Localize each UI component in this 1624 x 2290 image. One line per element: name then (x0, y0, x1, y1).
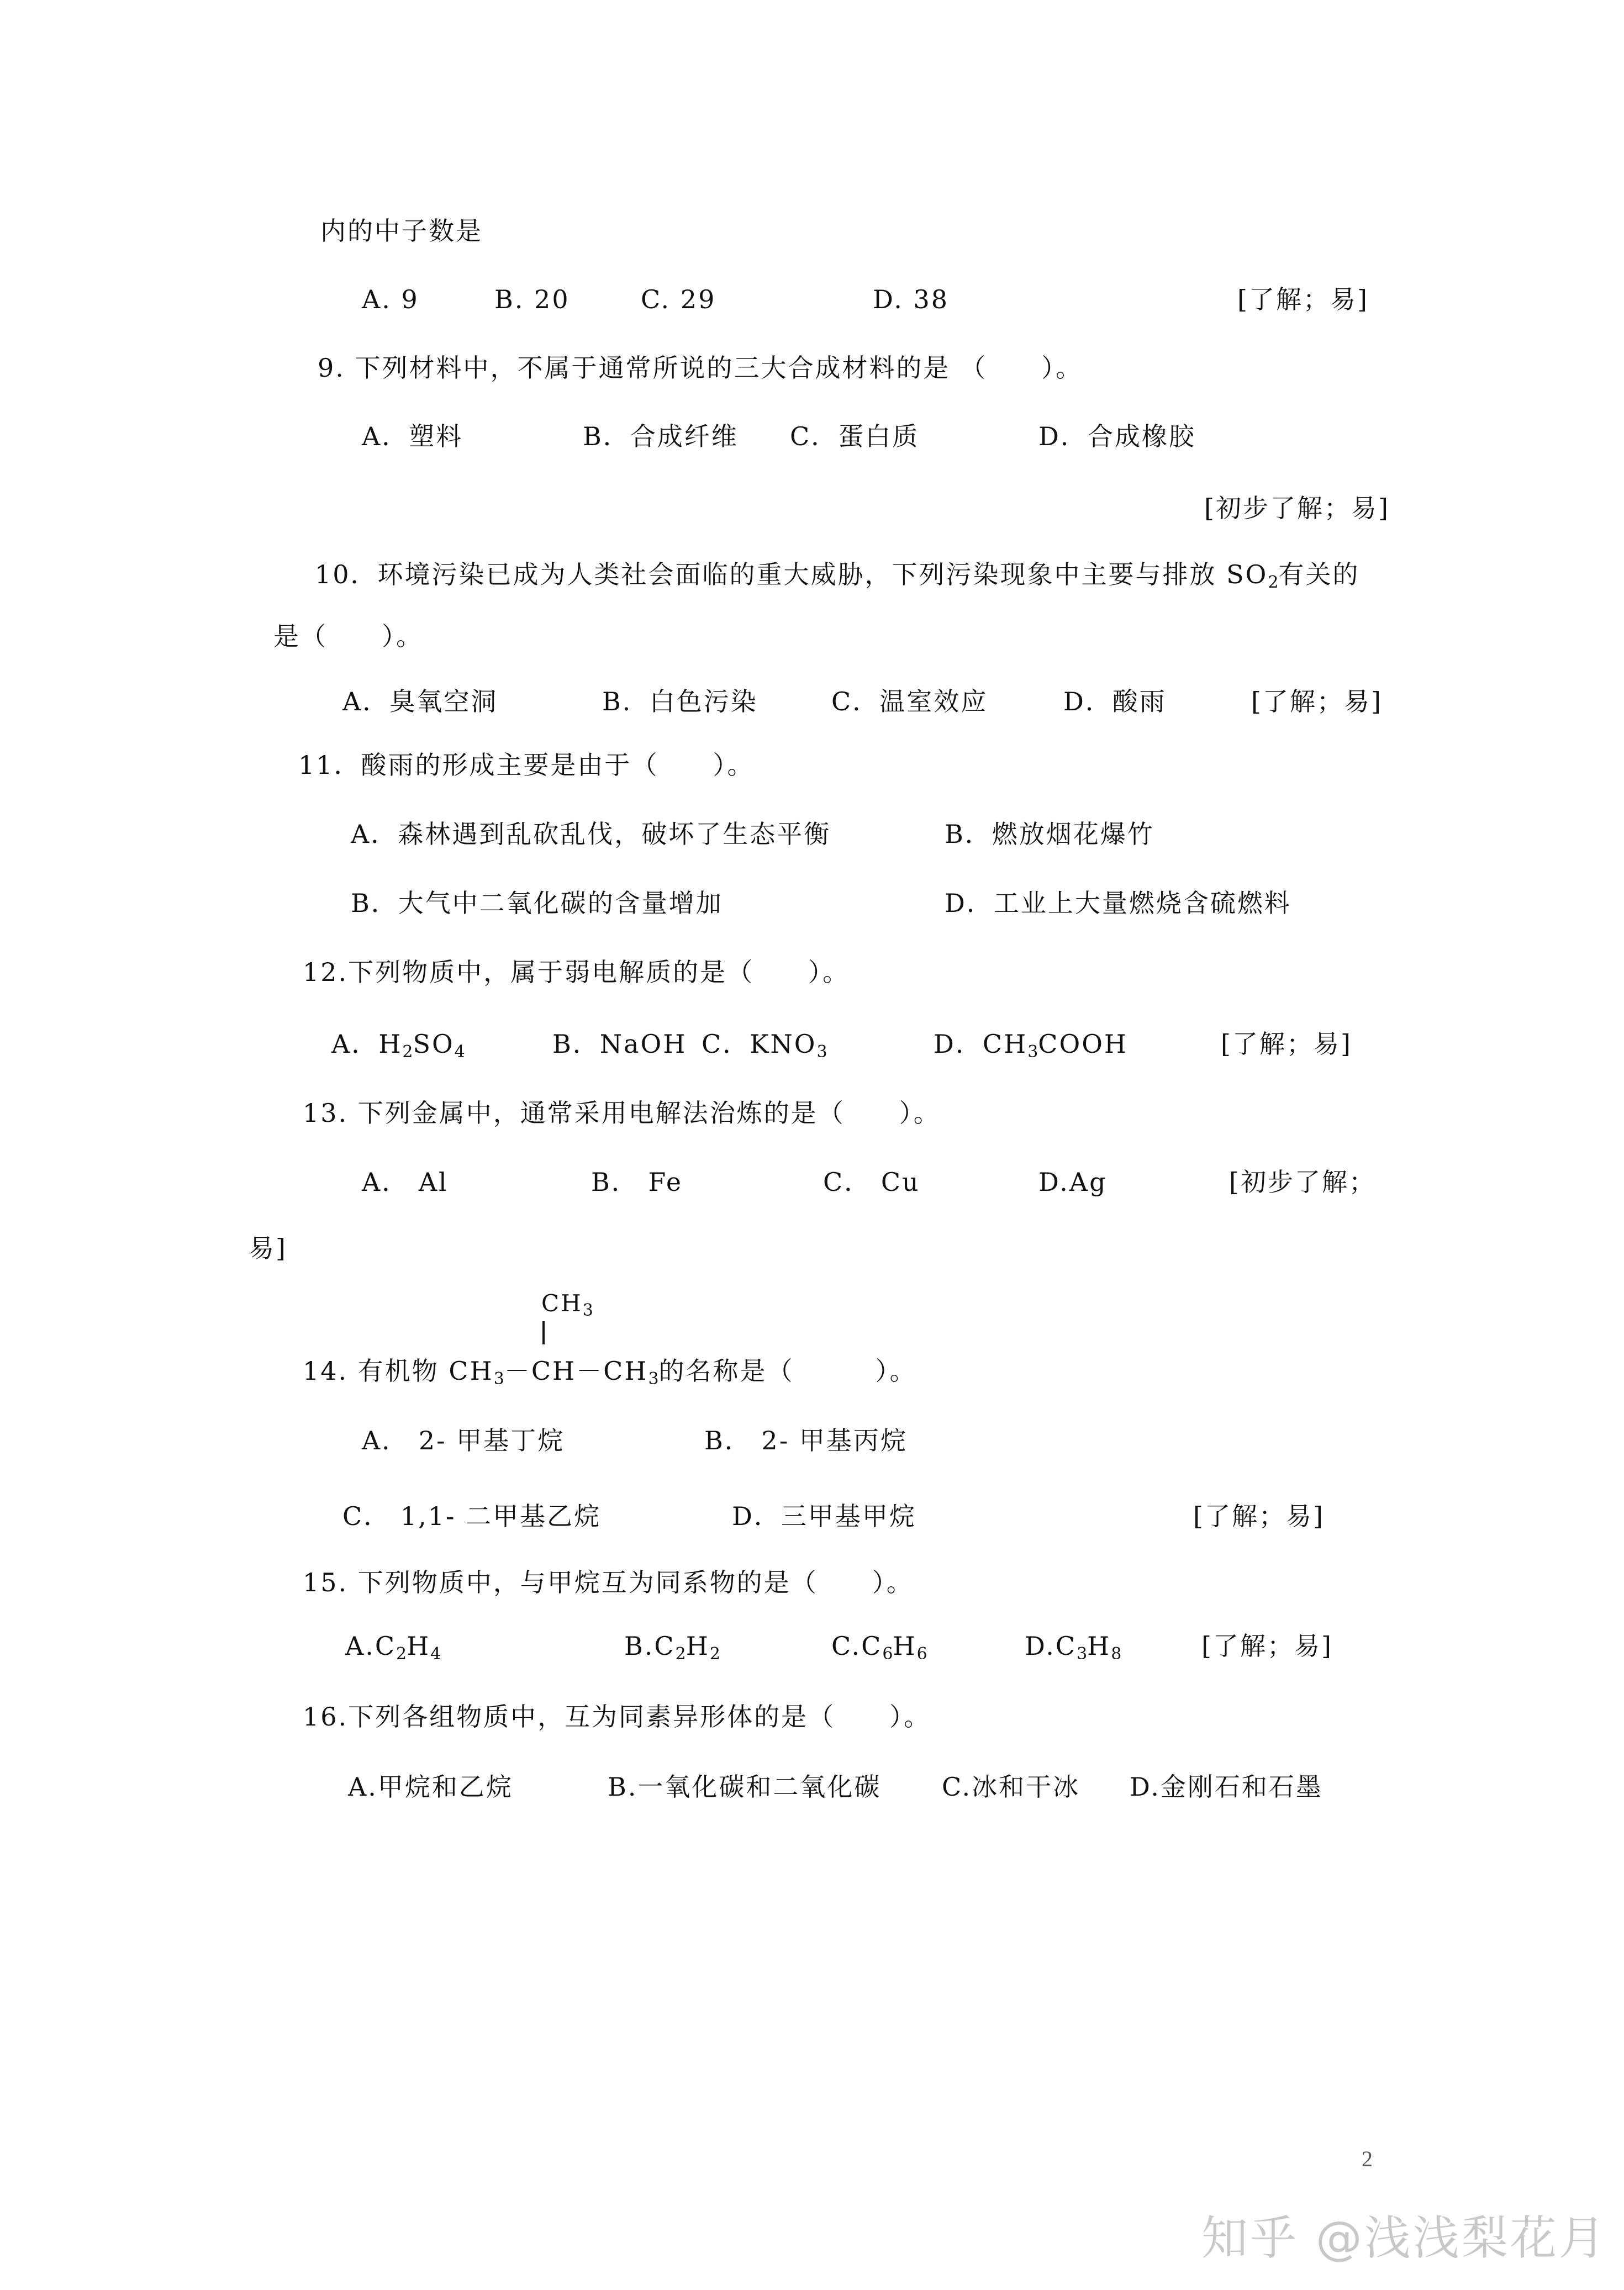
option-b: B． 2- 甲基丙烷 (704, 1426, 908, 1455)
question-12: 12.下列物质中，属于弱电解质的是（ ）。 (303, 957, 850, 987)
option-d: D. 38 (873, 284, 950, 314)
option-b: B. 20 (494, 284, 570, 314)
difficulty-tag: [了解；易] (1221, 1029, 1352, 1059)
option-c: C．温室效应 (831, 687, 988, 716)
question-10-continuation: 是（ ）。 (273, 621, 423, 651)
option-a: A．$H_2SO_4$ (331, 1029, 465, 1062)
option-b: $B.C_2H_2$ (624, 1631, 720, 1664)
question-10-text: 10．环境污染已成为人类社会面临的重大威胁，下列污染现象中主要与排放 SO (315, 560, 1268, 589)
option-a: A.甲烷和乙烷 (348, 1772, 513, 1802)
option-d: D．三甲基甲烷 (732, 1501, 916, 1531)
question-10-text-end: 有关的 (1278, 560, 1360, 589)
option-a: A．臭氧空洞 (342, 687, 498, 716)
difficulty-tag: [了解；易] (1193, 1501, 1325, 1531)
question-11: 11．酸雨的形成主要是由于（ ）。 (298, 750, 755, 780)
question-10 (315, 558, 1359, 591)
option-d: D．工业上大量燃烧含硫燃料 (945, 888, 1291, 918)
option-d: D．$CH_3COOH$ (934, 1029, 1129, 1062)
difficulty-tag: [初步了解；易] (1204, 493, 1390, 523)
watermark: 知乎 @浅浅梨花月 (1201, 2211, 1607, 2265)
subscript: 2 (1268, 573, 1279, 592)
question-8-continuation: 内的中子数是 (320, 216, 483, 246)
option-c: C． 1,1- 二甲基乙烷 (342, 1501, 602, 1531)
option-c: B．大气中二氧化碳的含量增加 (351, 888, 723, 918)
option-d: D．合成橡胶 (1038, 421, 1196, 451)
option-c: C．$KNO_3$ (702, 1029, 827, 1062)
option-c: C. 29 (641, 284, 716, 314)
question-14: 14. 有机物 $CH_3-CH-CH_3$的名称是（ ）。 (303, 1356, 917, 1389)
option-a: A．森林遇到乱砍乱伐，破坏了生态平衡 (351, 819, 831, 849)
option-d: $D.C_3H_8$ (1025, 1631, 1122, 1664)
option-c: C．蛋白质 (790, 421, 920, 451)
difficulty-tag-continuation: 易] (249, 1233, 287, 1263)
option-d: D.Ag (1038, 1167, 1108, 1197)
option-a: A．塑料 (362, 421, 463, 451)
option-b: B．燃放烟花爆竹 (945, 819, 1154, 849)
option-c: $C.C_6H_6$ (831, 1631, 927, 1664)
option-b: B.一氧化碳和二氧化碳 (608, 1772, 882, 1802)
option-c: C． Cu (823, 1167, 920, 1197)
option-a: A． 2- 甲基丁烷 (362, 1426, 565, 1455)
bond-line (542, 1321, 545, 1344)
option-b: B． Fe (591, 1167, 683, 1197)
difficulty-tag: [了解；易] (1237, 284, 1369, 314)
option-a: A． Al (362, 1167, 449, 1197)
option-b: B．白色污染 (602, 687, 758, 716)
question-13: 13. 下列金属中，通常采用电解法治炼的是（ ）。 (303, 1098, 941, 1128)
option-b: B．合成纤维 (583, 421, 739, 451)
option-a: $A.C_2H_4$ (345, 1631, 441, 1664)
option-b: B．NaOH (552, 1029, 687, 1059)
option-d: D．酸雨 (1063, 687, 1167, 716)
question-16: 16.下列各组物质中，互为同素异形体的是（ ）。 (303, 1702, 931, 1732)
difficulty-tag: [了解；易] (1251, 687, 1383, 716)
methyl-branch: $CH_3$ (541, 1290, 593, 1320)
question-15: 15. 下列物质中，与甲烷互为同系物的是（ ）。 (303, 1568, 914, 1597)
option-a: A. 9 (362, 284, 419, 314)
page-number: 2 (1362, 2146, 1373, 2171)
question-9: 9. 下列材料中，不属于通常所说的三大合成材料的是 （ ）。 (318, 353, 1083, 383)
option-d: D.金刚石和石墨 (1130, 1772, 1323, 1802)
difficulty-tag: [了解；易] (1201, 1631, 1333, 1661)
difficulty-tag: [初步了解； (1229, 1167, 1376, 1197)
option-c: C.冰和干冰 (942, 1772, 1080, 1802)
